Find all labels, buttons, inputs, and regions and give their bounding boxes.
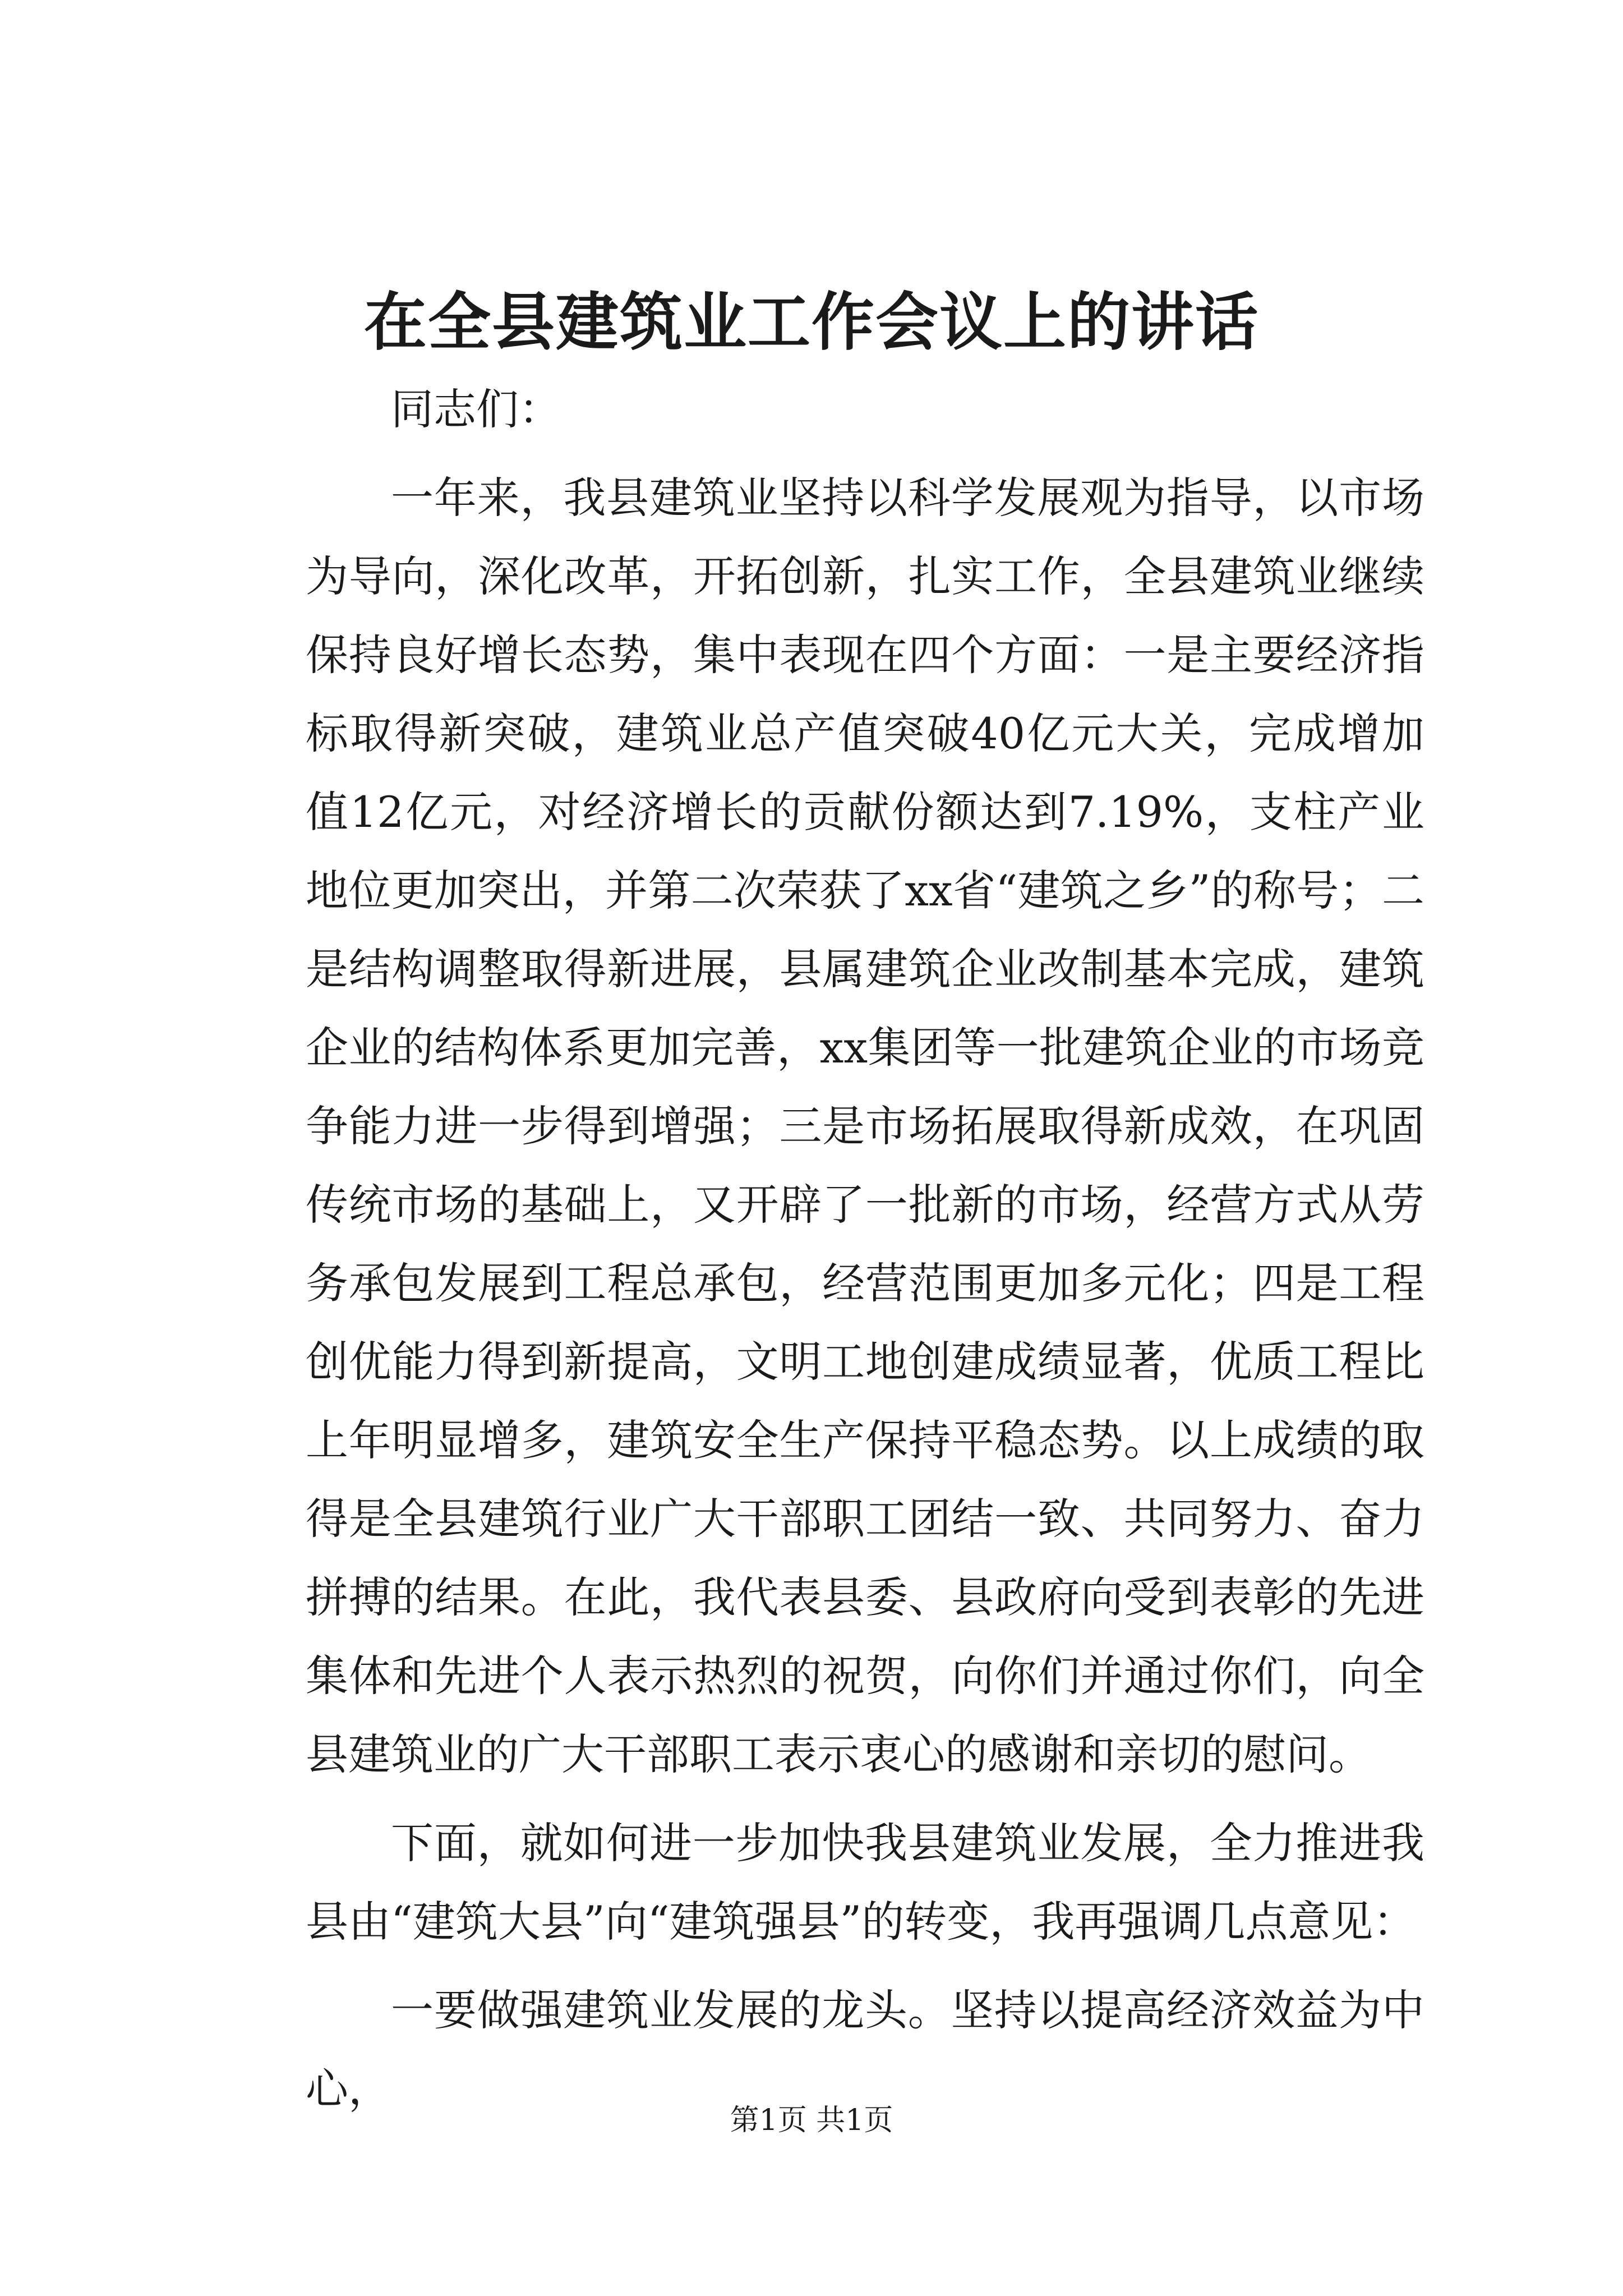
- document-title: 在全县建筑业工作会议上的讲话: [364, 286, 1259, 359]
- body-paragraph-transition: 下面，就如何进一步加快我县建筑业发展，全力推进我县由“建筑大县”向“建筑强县”的转变，我再强调几点意见：: [306, 1818, 1424, 1947]
- document-body: [306, 370, 1424, 2128]
- salutation-paragraph: 同志们：: [391, 384, 561, 434]
- page-footer: 第1页 共1页: [730, 2104, 893, 2137]
- body-paragraph-achievements: 一年来，我县建筑业坚持以科学发展观为指导，以市场为导向，深化改革，开拓创新，扎实工作，全县建筑业继续保持良好增长态势，集中表现在四个方面：一是主要经济指标取得新突破，建筑业总产值突破40亿元大关，完成增加值12亿元，对经济增长的贡献份额达到7.19%，支柱产业地位更加突出，并第二次荣获了xx省“建筑之乡”的称号；二是结构调整取得新进展，县属建筑企业改制基本完成，建筑企业的结构体系更加完善，xx集团等一批建筑企业的市场竞争能力进一步得到增强；三是市场拓展取得新成效，在巩固传统市场的基础上，又开辟了一批新的市场，经营方式从劳务承包发展到工程总承包，经营范围更加多元化；四是工程创优能力得到新提高，文明工地创建成绩显著，优质工程比上年明显增多，建筑安全生产保持平稳态势。以上成绩的取得是全县建筑行业广大干部职工团结一致、共同努力、奋力拼搏的结果。在此，我代表县委、县政府向受到表彰的先进集体和先进个人表示热烈的祝贺，向你们并通过你们，向全县建筑业的广大干部职工表示衷心的感谢和亲切的慰问。: [306, 473, 1424, 1779]
- body-paragraph-point-one: 一要做强建筑业发展的龙头。坚持以提高经济效益为中心，: [306, 1985, 1424, 2114]
